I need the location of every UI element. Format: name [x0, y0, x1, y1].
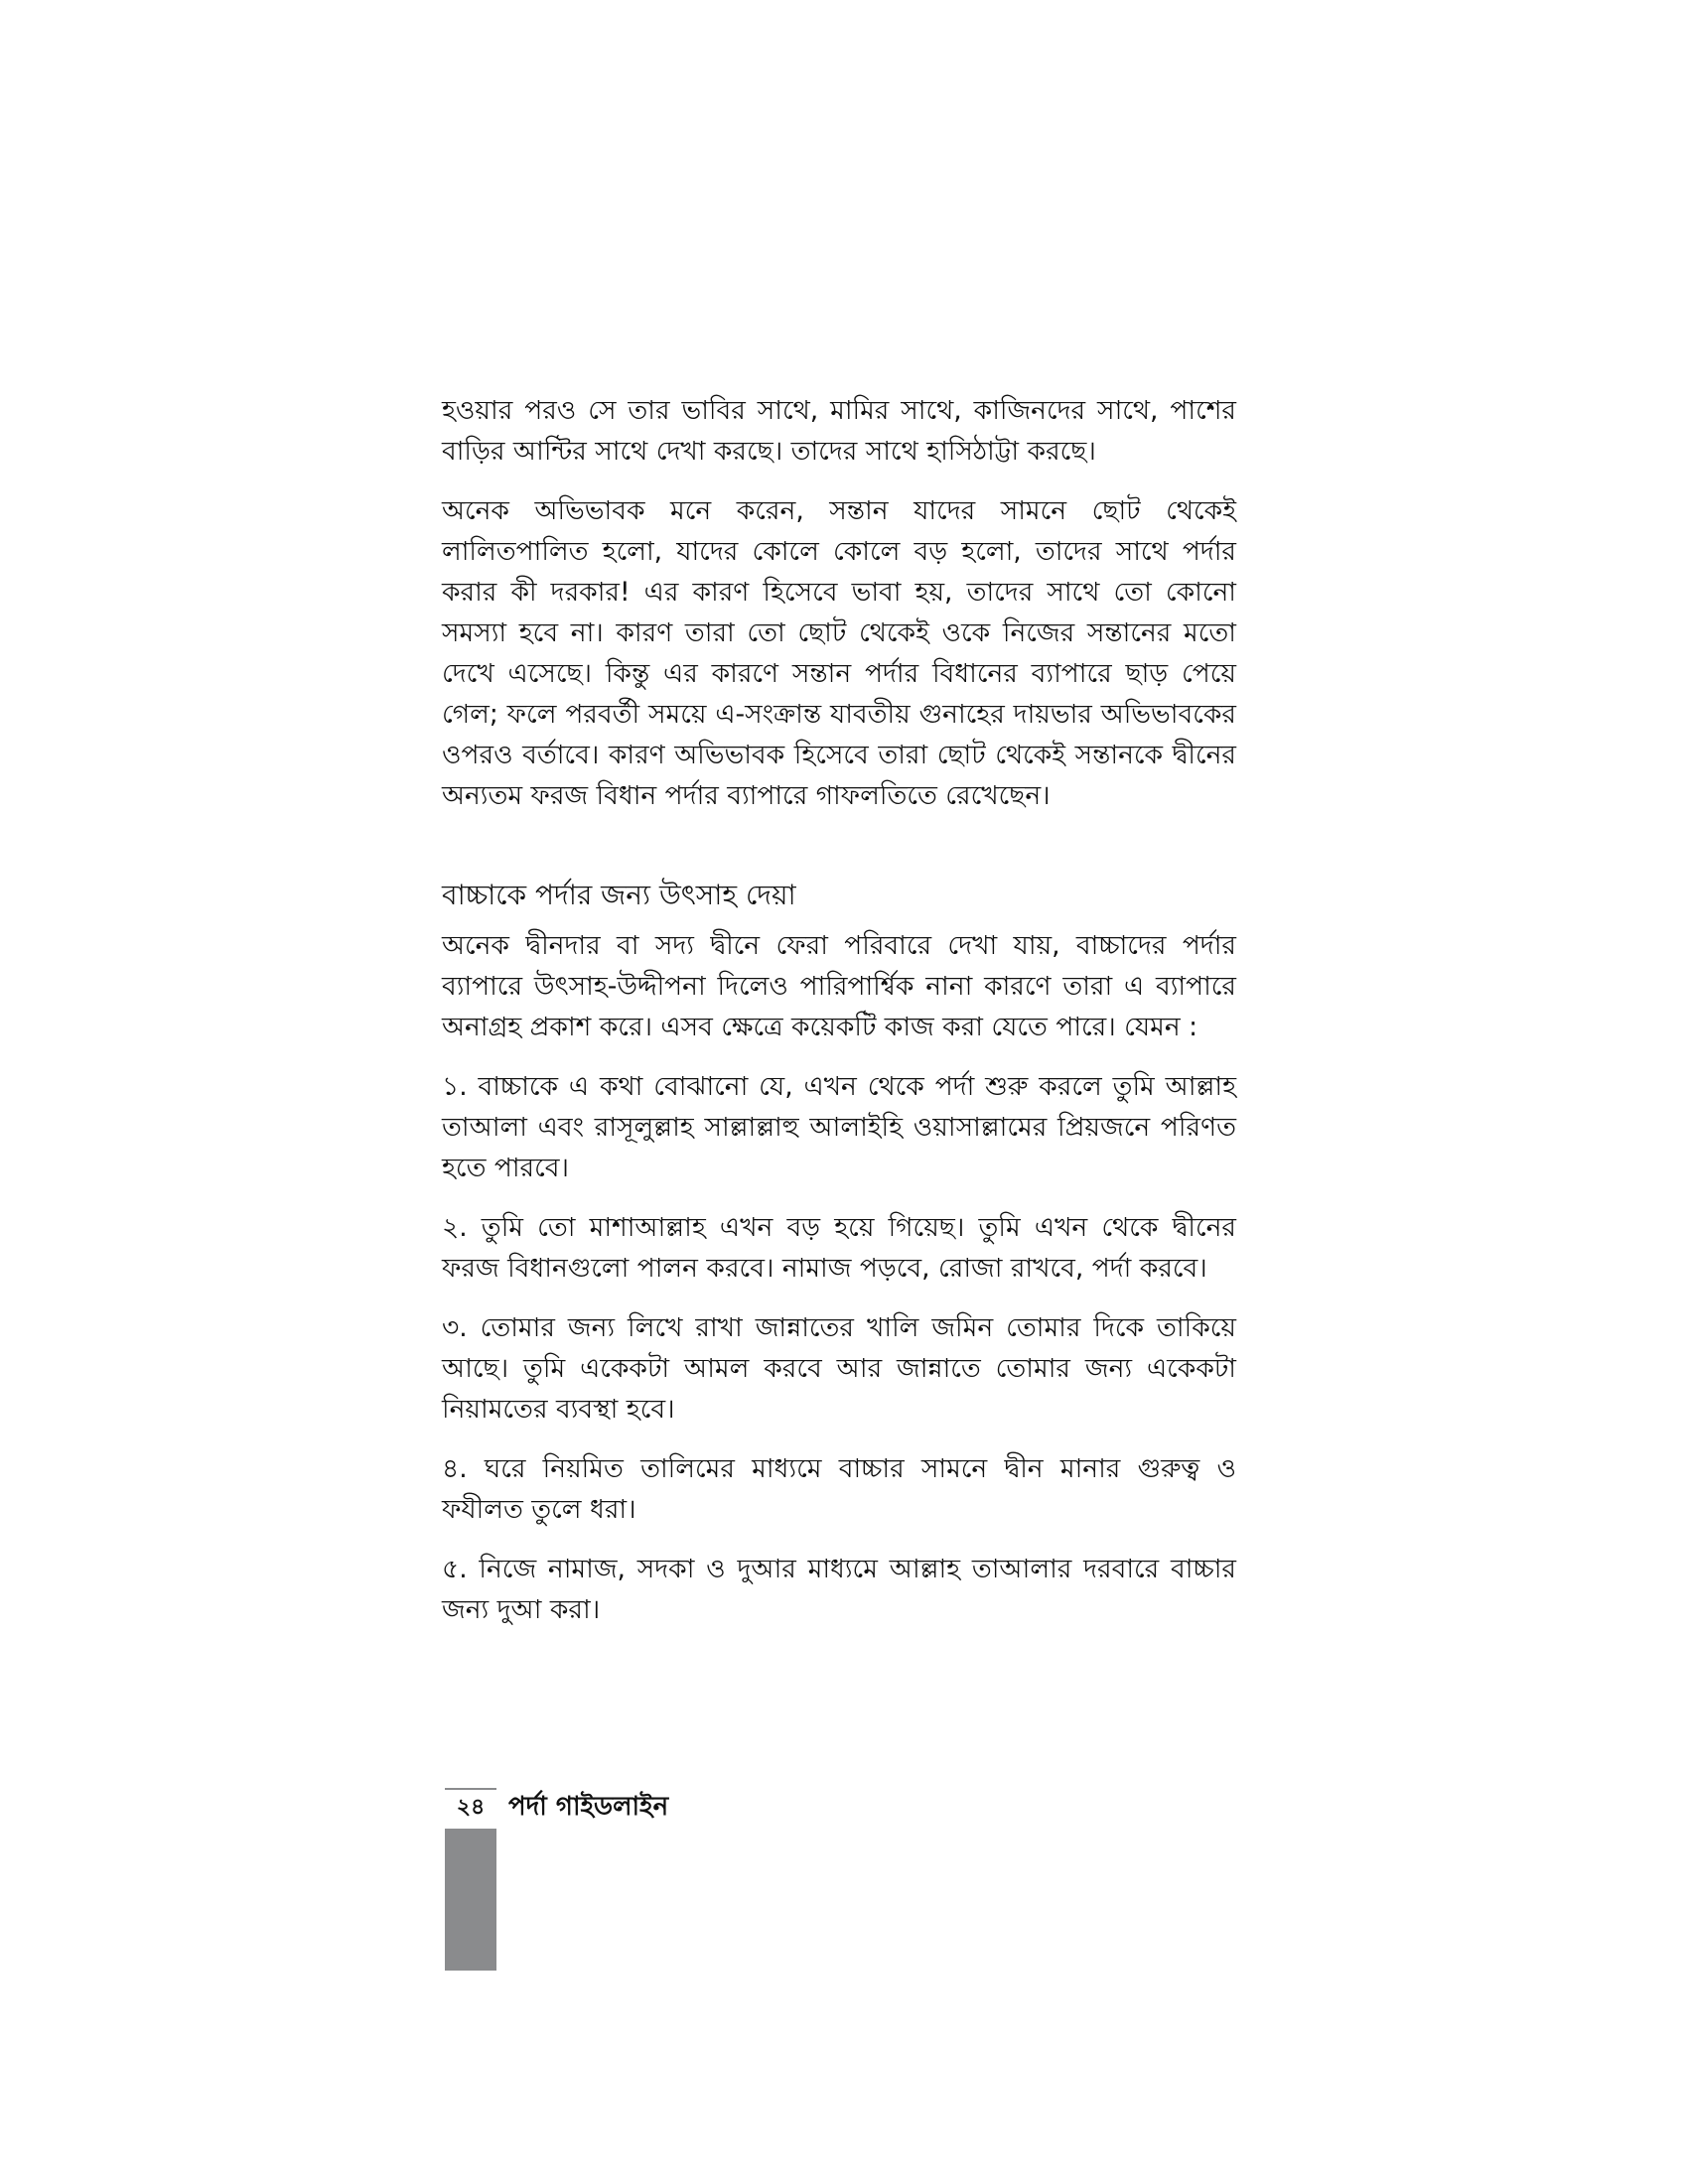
page-body — [442, 390, 1236, 1649]
list-item-1: ১. বাচ্চাকে এ কথা বোঝানো যে, এখন থেকে পর্দা শুরু করলে তুমি আল্লাহ তাআলা এবং রাসূলুল্লাহ সাল্লাল্লাহু আলাইহি ওয়াসাল্লামের প্রিয়জনে পরিণত হতে পারবে। — [442, 1071, 1236, 1183]
list-item-2: ২. তুমি তো মাশাআল্লাহ এখন বড় হয়ে গিয়েছ। তুমি এখন থেকে দ্বীনের ফরজ বিধানগুলো পালন করবে। নামাজ পড়বে, রোজা রাখবে, পর্দা করবে। — [442, 1212, 1236, 1284]
paragraph-continued: হওয়ার পরও সে তার ভাবির সাথে, মামির সাথে, কাজিনদের সাথে, পাশের বাড়ির আন্টির সাথে দেখা করছে। তাদের সাথে হাসিঠাট্টা করছে। — [442, 395, 1236, 467]
section-intro: অনেক দ্বীনদার বা সদ্য দ্বীনে ফেরা পরিবারে দেখা যায়, বাচ্চাদের পর্দার ব্যাপারে উৎসাহ-উদ্দীপনা দিলেও পারিপার্শ্বিক নানা কারণে তারা এ ব্যাপারে অনাগ্রহ প্রকাশ করে। এসব ক্ষেত্রে কয়েকটি কাজ করা যেতে পারে। যেমন : — [442, 930, 1236, 1042]
paragraph-guardians: অনেক অভিভাবক মনে করেন, সন্তান যাদের সামনে ছোট থেকেই লালিতপালিত হলো, যাদের কোলে কোলে বড় হলো, তাদের সাথে পর্দার করার কী দরকার! এর কারণ হিসেবে ভাবা হয়, তাদের সাথে তো কোনো সমস্যা হবে না। কারণ তারা তো ছোট থেকেই ওকে নিজের সন্তানের মতো দেখে এসেছে। কিন্তু এর কারণে সন্তান পর্দার বিধানের ব্যাপারে ছাড় পেয়ে গেল; ফলে পরবর্তী সময়ে এ-সংক্রান্ত যাবতীয় গুনাহের দায়ভার অভিভাবকের ওপরও বর্তাবে। কারণ অভিভাবক হিসেবে তারা ছোট থেকেই সন্তানকে দ্বীনের অন্যতম ফরজ বিধান পর্দার ব্যাপারে গাফলতিতে রেখেছেন। — [442, 495, 1236, 811]
list-item-3: ৩. তোমার জন্য লিখে রাখা জান্নাতের খালি জমিন তোমার দিকে তাকিয়ে আছে। তুমি একেকটা আমল করবে আর জান্নাতে তোমার জন্য একেকটা নিয়ামতের ব্যবস্থা হবে। — [442, 1312, 1236, 1425]
running-title: পর্দা গাইডলাইন — [508, 1792, 669, 1822]
list-item-5: ৫. নিজে নামাজ, সদকা ও দুআর মাধ্যমে আল্লাহ তাআলার দরবারে বাচ্চার জন্য দুআ করা। — [442, 1554, 1236, 1625]
page-footer — [445, 1790, 668, 1826]
section-heading: বাচ্চাকে পর্দার জন্য উৎসাহ দেয়া — [442, 879, 796, 911]
footer-gray-bar — [445, 1829, 496, 1971]
page-number: ২৪ — [445, 1790, 496, 1826]
list-item-4: ৪. ঘরে নিয়মিত তালিমের মাধ্যমে বাচ্চার সামনে দ্বীন মানার গুরুত্ব ও ফযীলত তুলে ধরা। — [442, 1453, 1236, 1525]
